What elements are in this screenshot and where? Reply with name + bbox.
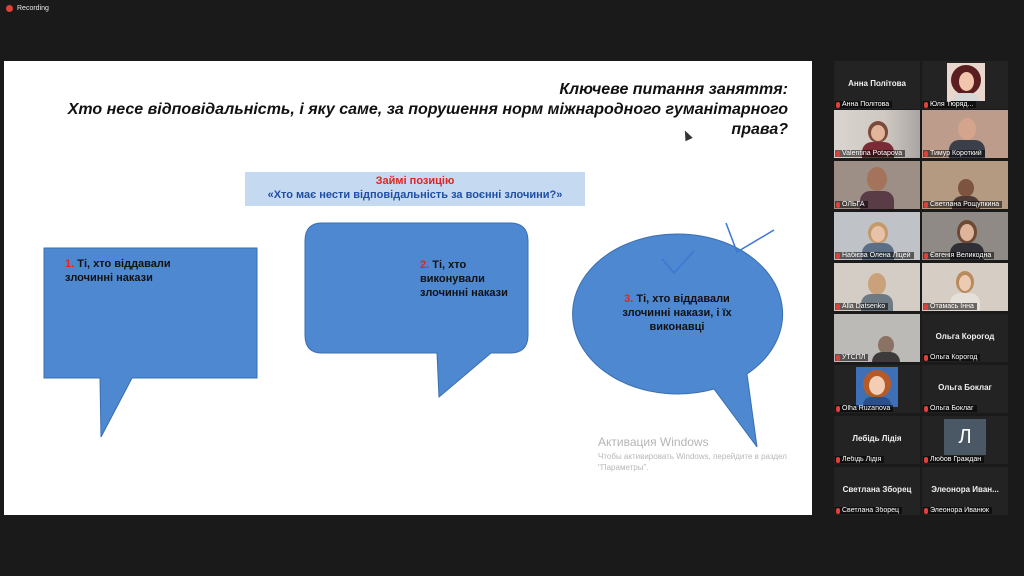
participant-label [835, 507, 902, 514]
participant-tile-active-speaker[interactable] [834, 110, 920, 158]
participant-tile[interactable] [922, 365, 1008, 413]
participant-tile[interactable] [922, 110, 1008, 158]
participant-name: Элеонора Иван... [931, 485, 999, 494]
participant-tile[interactable] [922, 161, 1008, 209]
position-box-subtitle: «Хто має нести відповідальність за воєнні злочини?» [267, 189, 563, 201]
participant-tile[interactable] [922, 263, 1008, 311]
participant-label-text: Отамась Інна [930, 303, 974, 310]
participant-tile[interactable] [834, 263, 920, 311]
participant-label-text: Светлана Зборец [842, 507, 900, 514]
participant-tile[interactable] [834, 161, 920, 209]
participant-label [835, 303, 888, 310]
recording-label: Recording [17, 5, 49, 12]
speech-bubble-3 [573, 234, 783, 447]
recording-indicator [6, 5, 49, 12]
key-question-title: Ключеве питання заняття: [559, 81, 788, 98]
participant-label [923, 201, 1002, 208]
mic-muted-icon [836, 102, 840, 108]
participant-tile[interactable] [834, 61, 920, 109]
participant-label-text: Valentina Potapova [842, 150, 903, 157]
participant-label [923, 150, 985, 157]
participant-tile[interactable] [834, 365, 920, 413]
participant-label-text: Євгенія Великодна [930, 252, 992, 259]
participant-label-text: Ольга Корогод [930, 354, 978, 361]
participant-label [835, 150, 905, 157]
mic-muted-icon [836, 457, 840, 463]
mic-muted-icon [836, 355, 840, 361]
mic-muted-icon [924, 355, 928, 361]
mic-muted-icon [836, 406, 840, 412]
participant-label-text: ОЛЬГА [842, 201, 865, 208]
participant-tile[interactable] [834, 416, 920, 464]
bubble-1-text [65, 257, 215, 285]
mic-muted-icon [836, 202, 840, 208]
participant-name: Лебідь Лідія [852, 434, 902, 443]
participant-tile[interactable] [834, 467, 920, 515]
bubble-3-label: Ті, хто віддавали злочинні накази, і їх виконавці [622, 293, 732, 333]
bubble-3-text [612, 292, 742, 334]
participant-label-text: Светлана Рощупкина [930, 201, 1000, 208]
key-question-text: Хто несе відповідальність, і яку саме, за порушення норм міжнародного гуманітарного права? [67, 101, 788, 138]
participant-name: Светлана Зборец [842, 485, 912, 494]
mic-muted-icon [836, 253, 840, 259]
participant-label-text: Тимур Короткий [930, 150, 982, 157]
mic-muted-icon [924, 151, 928, 157]
participant-avatar-letter: Л [944, 419, 986, 455]
participant-tile[interactable] [922, 314, 1008, 362]
participant-tile[interactable] [834, 212, 920, 260]
bubble-2-text [420, 258, 520, 300]
participant-photo [947, 63, 985, 101]
participant-label-text: Olha Ruzanova [842, 405, 891, 412]
speech-bubble-2 [305, 223, 528, 397]
participant-label [923, 354, 980, 361]
bubble-1-label: Ті, хто віддавали злочинні накази [65, 258, 171, 284]
participant-label [923, 507, 992, 514]
participant-tile[interactable] [922, 61, 1008, 109]
participant-label-text: Alla Datsenko [842, 303, 886, 310]
bubble-2-label: Ті, хто виконували злочинні накази [420, 259, 508, 299]
bubble-1-number: 1. [65, 258, 75, 270]
participant-label-text: Ольга Боклаг [930, 405, 974, 412]
participant-label [923, 101, 976, 108]
shared-slide [4, 61, 812, 515]
windows-activation-title: Активация Windows [598, 435, 709, 449]
participant-label [835, 456, 884, 463]
bubble-2-number: 2. [420, 259, 430, 271]
participant-tile[interactable] [922, 416, 1008, 464]
participant-label [835, 252, 914, 259]
participant-label [835, 354, 868, 361]
mic-muted-icon [924, 304, 928, 310]
recording-icon [6, 5, 13, 12]
participant-label-text: Набієва Олена Ліцей [842, 252, 911, 259]
bubble-3-number: 3. [624, 293, 634, 305]
mic-muted-icon [924, 508, 928, 514]
participant-name: Ольга Боклаг [938, 383, 992, 392]
mic-muted-icon [836, 304, 840, 310]
participant-label [835, 201, 868, 208]
mic-muted-icon [924, 102, 928, 108]
mic-muted-icon [924, 202, 928, 208]
mic-muted-icon [836, 508, 840, 514]
participant-label [923, 456, 984, 463]
participant-label-text: Любов Граждан [930, 456, 982, 463]
participant-label [923, 303, 977, 310]
participant-label [923, 405, 977, 412]
participant-tile[interactable] [834, 314, 920, 362]
participant-label-text: Юля Тюряд... [930, 101, 974, 108]
participant-label-text: Элеонора Иванюк [930, 507, 989, 514]
participant-label [835, 405, 893, 412]
position-box-title: Займі позицію [375, 175, 455, 187]
windows-activation-text: Чтобы активировать Windows, перейдите в раздел "Параметры". [598, 452, 787, 472]
participant-tile[interactable] [922, 467, 1008, 515]
participant-name: Ольга Корогод [935, 332, 995, 341]
mic-muted-icon [924, 253, 928, 259]
participant-label-text: УТСПЛ [842, 354, 866, 361]
participant-name: Анна Політова [848, 79, 906, 88]
participant-label [835, 101, 892, 108]
participant-label-text: Анна Політова [842, 101, 890, 108]
participant-tile[interactable] [922, 212, 1008, 260]
mic-muted-icon [836, 151, 840, 157]
mic-muted-icon [924, 457, 928, 463]
participant-label-text: Лебідь Лідія [842, 456, 882, 463]
participant-label [923, 252, 994, 259]
mic-muted-icon [924, 406, 928, 412]
participant-photo [856, 367, 898, 407]
